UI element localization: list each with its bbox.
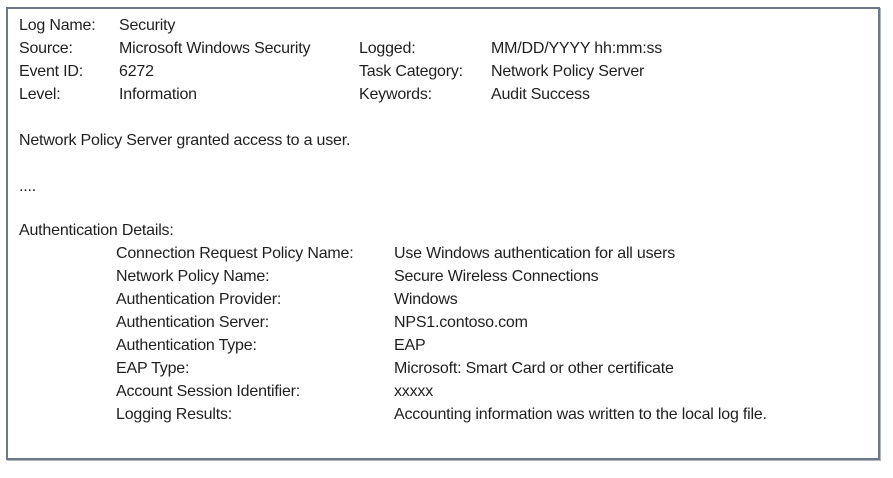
authentication-details-block — [19, 242, 870, 426]
detail-value-account-session-identifier: xxxxx — [394, 383, 434, 400]
auth-detail-row — [19, 334, 870, 357]
field-value-source: Microsoft Windows Security — [119, 40, 311, 57]
field-label-source: Source: — [19, 40, 73, 57]
field-label-level: Level: — [19, 86, 61, 103]
detail-value-logging-results: Accounting information was written to the local log file. — [394, 406, 767, 423]
auth-detail-row — [19, 311, 870, 334]
detail-value-authentication-provider: Windows — [394, 291, 458, 308]
field-label-keywords: Keywords: — [359, 86, 432, 103]
event-log-content — [8, 9, 878, 426]
truncation-ellipsis: .... — [19, 178, 36, 195]
detail-label-authentication-type: Authentication Type: — [116, 337, 257, 354]
detail-label-account-session-identifier: Account Session Identifier: — [116, 383, 301, 400]
detail-value-network-policy-name: Secure Wireless Connections — [394, 268, 599, 285]
field-value-level: Information — [119, 86, 197, 103]
detail-value-eap-type: Microsoft: Smart Card or other certificate — [394, 360, 674, 377]
detail-label-authentication-provider: Authentication Provider: — [116, 291, 282, 308]
event-field-row-source-logged — [19, 37, 870, 60]
detail-label-network-policy-name: Network Policy Name: — [116, 268, 270, 285]
detail-value-authentication-type: EAP — [394, 337, 426, 354]
event-header-block — [19, 14, 870, 106]
auth-detail-row — [19, 403, 870, 426]
field-label-log-name: Log Name: — [19, 17, 96, 34]
detail-label-connection-request-policy: Connection Request Policy Name: — [116, 245, 354, 262]
field-label-event-id: Event ID: — [19, 63, 84, 80]
field-value-event-id: 6272 — [119, 63, 154, 80]
authentication-details-heading: Authentication Details: — [19, 222, 174, 239]
auth-detail-row — [19, 380, 870, 403]
event-field-row-log-name — [19, 14, 870, 37]
field-value-keywords: Audit Success — [491, 86, 590, 103]
event-field-row-eventid-taskcategory — [19, 60, 870, 83]
event-log-panel — [6, 7, 880, 460]
field-value-blank — [491, 14, 870, 37]
detail-label-authentication-server: Authentication Server: — [116, 314, 270, 331]
auth-detail-row — [19, 288, 870, 311]
detail-label-logging-results: Logging Results: — [116, 406, 232, 423]
detail-label-eap-type: EAP Type: — [116, 360, 190, 377]
detail-value-authentication-server: NPS1.contoso.com — [394, 314, 528, 331]
auth-detail-row — [19, 242, 870, 265]
field-label-task-category: Task Category: — [359, 63, 463, 80]
field-label-blank — [359, 14, 491, 37]
auth-detail-row — [19, 265, 870, 288]
field-value-task-category: Network Policy Server — [491, 63, 645, 80]
event-description: Network Policy Server granted access to a user. — [19, 132, 351, 149]
field-value-logged: MM/DD/YYYY hh:mm:ss — [491, 40, 663, 57]
event-field-row-level-keywords — [19, 83, 870, 106]
detail-value-connection-request-policy: Use Windows authentication for all users — [394, 245, 676, 262]
field-label-logged: Logged: — [359, 40, 416, 57]
field-value-log-name: Security — [119, 17, 176, 34]
auth-detail-row — [19, 357, 870, 380]
